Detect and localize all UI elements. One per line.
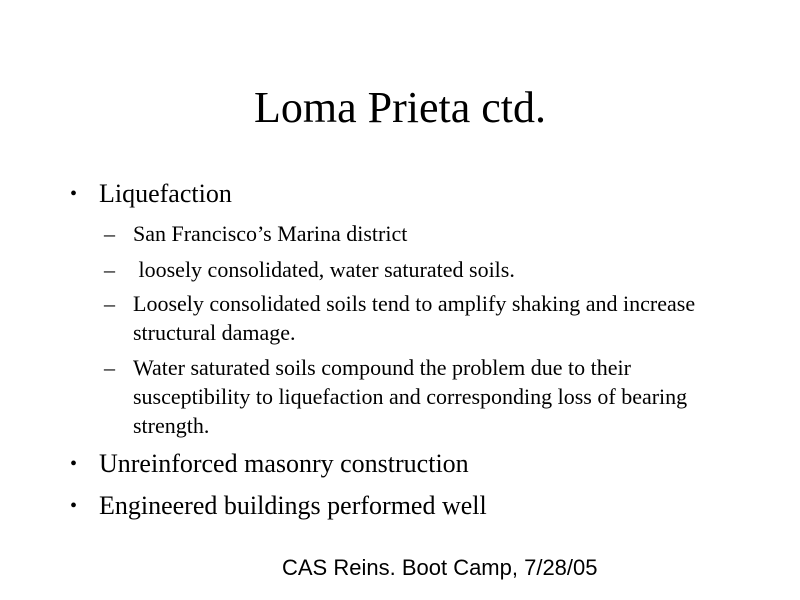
dash-icon: – xyxy=(104,257,115,282)
dash-icon: – xyxy=(104,221,115,246)
bullet-text: Liquefaction xyxy=(99,179,232,208)
bullet-text: Unreinforced masonry construction xyxy=(99,449,469,478)
sub-item-text: Water saturated soils compound the problem due to their susceptibility to liquefaction and corresponding loss of bearing strength. xyxy=(133,355,688,438)
bullet-icon: • xyxy=(70,495,78,517)
bullet-icon: • xyxy=(70,453,78,475)
dash-icon: – xyxy=(104,355,115,380)
dash-icon: – xyxy=(104,291,115,316)
slide-title: Loma Prieta ctd. xyxy=(253,83,546,132)
sub-item-text: loosely consolidated, water saturated soils. xyxy=(133,257,515,282)
sub-item-text: San Francisco’s Marina district xyxy=(133,221,408,246)
sub-item-text: Loosely consolidated soils tend to amplify shaking and increase structural damage. xyxy=(133,291,696,345)
slide-footer: CAS Reins. Boot Camp, 7/28/05 xyxy=(282,555,598,580)
bullet-text: Engineered buildings performed well xyxy=(99,491,487,520)
bullet-icon: • xyxy=(70,183,78,205)
